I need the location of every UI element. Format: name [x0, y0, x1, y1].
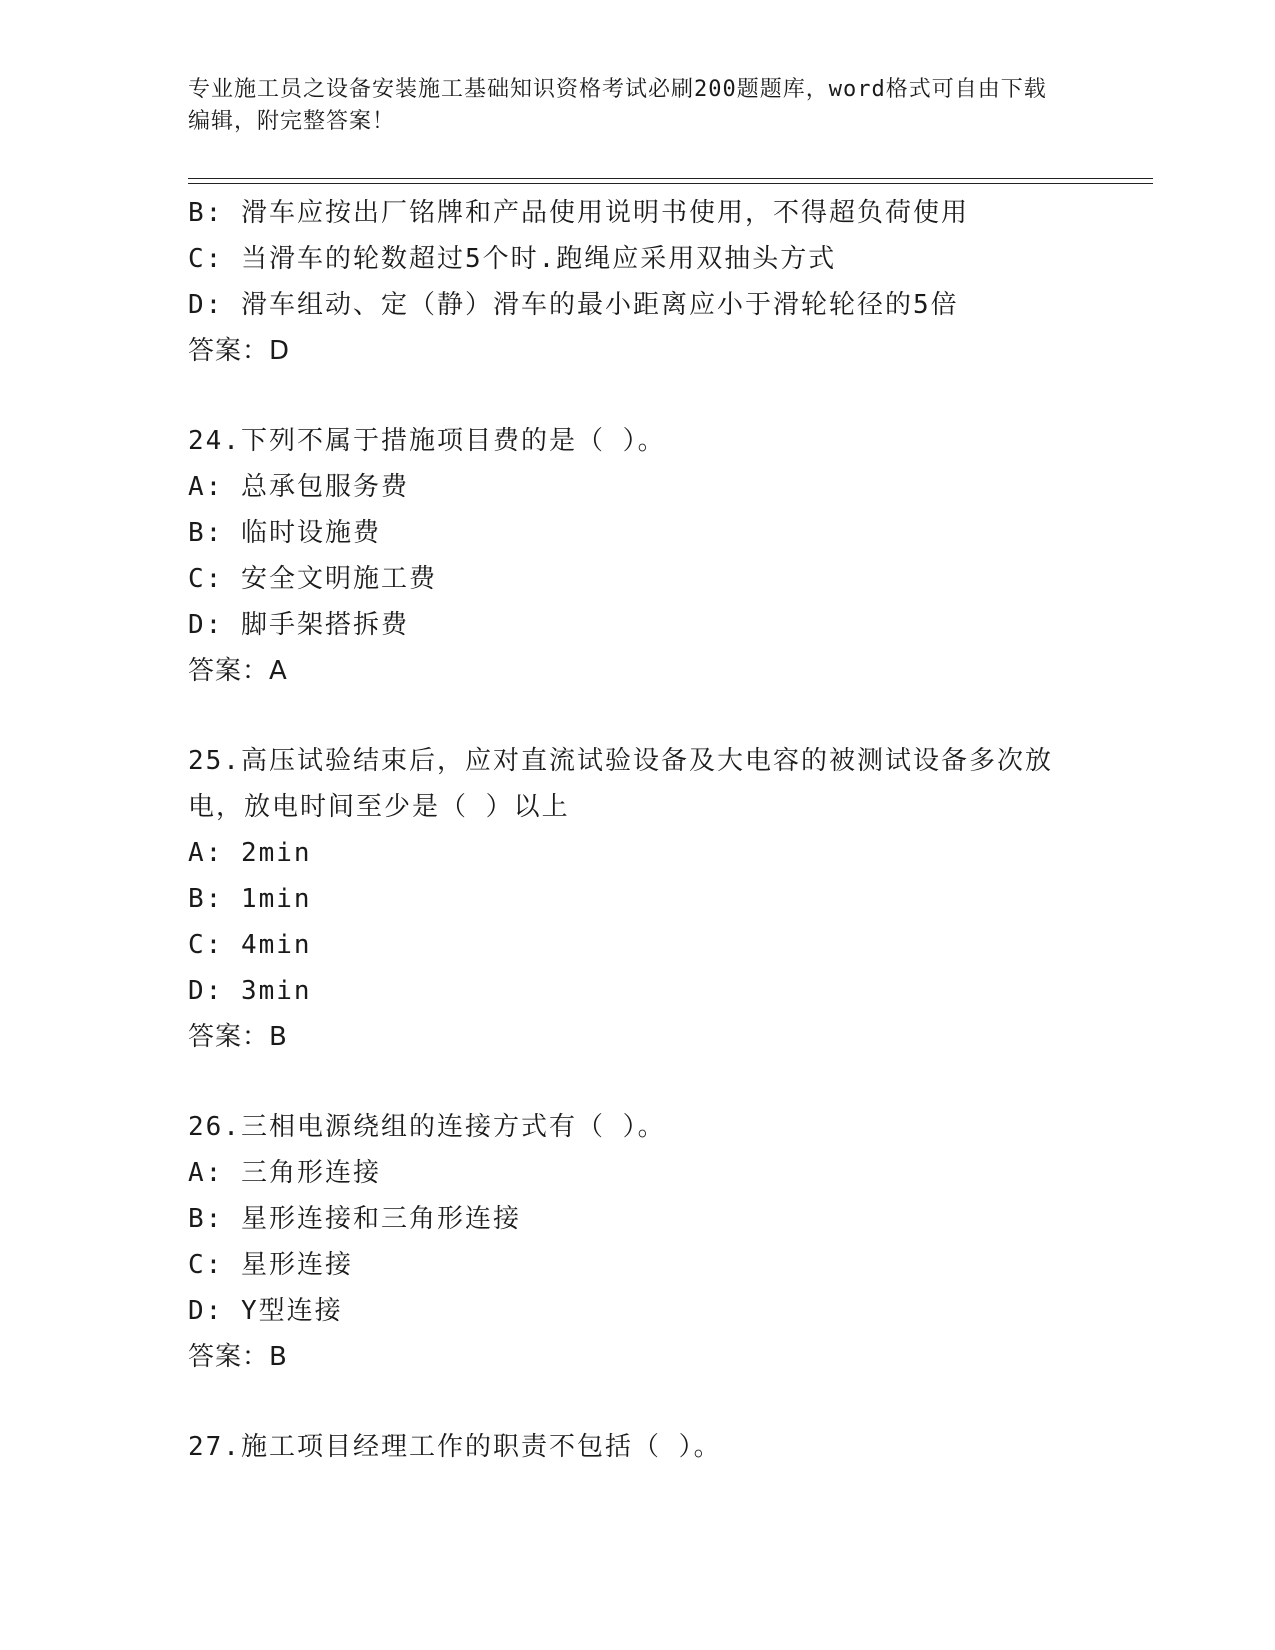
answer-label: 答案：B: [188, 1022, 288, 1052]
option-b: B: 临时设施费: [188, 518, 381, 548]
option-a: A: 2min: [188, 838, 312, 868]
header-divider-top: [188, 178, 1153, 179]
question-block-23: [188, 190, 1088, 374]
option-c: C: 安全文明施工费: [188, 564, 437, 594]
option-a: A: 总承包服务费: [188, 472, 409, 502]
option-b: B: 滑车应按出厂铭牌和产品使用说明书使用，不得超负荷使用: [188, 198, 969, 228]
answer-label: 答案：B: [188, 1342, 288, 1372]
question-block-25: [188, 738, 1088, 1060]
option-d: D: 滑车组动、定（静）滑车的最小距离应小于滑轮轮径的5倍: [188, 290, 959, 320]
question-title: 26.三相电源绕组的连接方式有（ ）。: [188, 1112, 666, 1142]
answer-label: 答案：D: [188, 336, 291, 366]
question-title-line1: 25.高压试验结束后，应对直流试验设备及大电容的被测试设备多次放: [188, 746, 1053, 776]
question-block-26: [188, 1104, 1088, 1380]
question-block-27: [188, 1424, 1088, 1470]
question-title: 24.下列不属于措施项目费的是（ ）。: [188, 426, 666, 456]
option-d: D: 3min: [188, 976, 312, 1006]
answer-label: 答案：A: [188, 656, 288, 686]
option-c: C: 4min: [188, 930, 312, 960]
option-d: D: 脚手架搭拆费: [188, 610, 409, 640]
header-text: 专业施工员之设备安装施工基础知识资格考试必刷200题题库，word格式可自由下载编辑，附完整答案！: [188, 77, 1047, 134]
option-c: C: 星形连接: [188, 1250, 353, 1280]
option-c: C: 当滑车的轮数超过5个时.跑绳应采用双抽头方式: [188, 244, 837, 274]
option-b: B: 1min: [188, 884, 312, 914]
document-header: [188, 74, 1068, 138]
option-a: A: 三角形连接: [188, 1158, 381, 1188]
header-divider-bottom: [188, 183, 1153, 184]
question-block-24: [188, 418, 1088, 694]
option-d: D: Y型连接: [188, 1296, 343, 1326]
question-title: 27.施工项目经理工作的职责不包括（ ）。: [188, 1432, 722, 1462]
question-list: [188, 190, 1088, 1470]
question-title-line2: 电，放电时间至少是（ ）以上: [188, 792, 570, 822]
option-b: B: 星形连接和三角形连接: [188, 1204, 521, 1234]
